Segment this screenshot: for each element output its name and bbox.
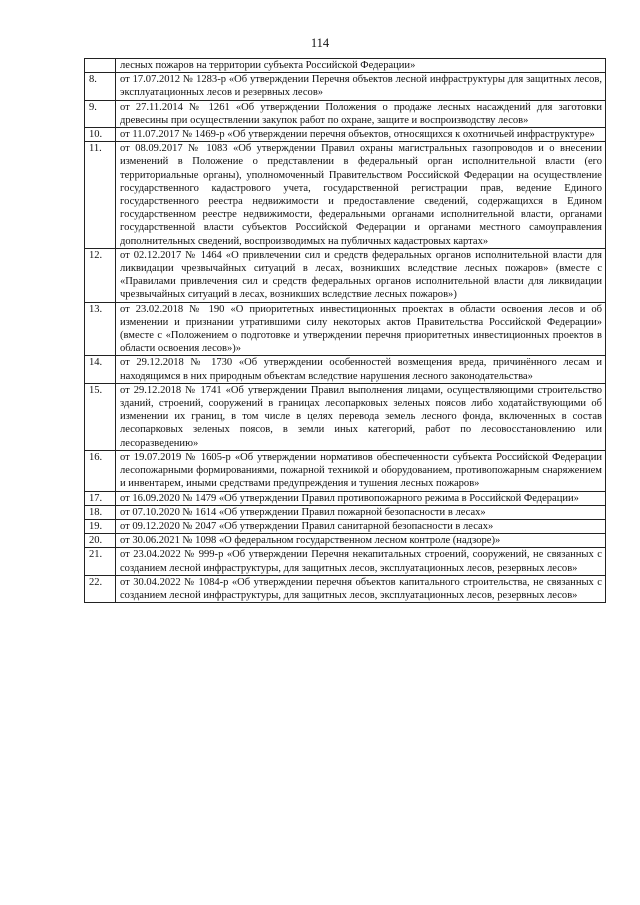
table-row xyxy=(85,505,606,519)
row-text: от 19.07.2019 № 1605-р «Об утверждении нормативов обеспеченности субъекта Российской Федерации лесопожарными формированиями, пожарной техникой и оборудованием, противопожарным снаряжением и инвентарем, иными средствами предупреждения и тушения лесных пожаров» xyxy=(116,450,606,491)
table-row xyxy=(85,548,606,575)
row-number: 16. xyxy=(85,450,116,491)
row-number: 14. xyxy=(85,356,116,383)
row-number: 22. xyxy=(85,575,116,602)
row-number: 11. xyxy=(85,142,116,249)
row-number: 15. xyxy=(85,383,116,450)
table-row xyxy=(85,142,606,249)
table-row xyxy=(85,534,606,548)
table-row xyxy=(85,356,606,383)
row-number: 21. xyxy=(85,548,116,575)
row-number: 19. xyxy=(85,519,116,533)
row-number: 13. xyxy=(85,302,116,356)
row-number: 10. xyxy=(85,128,116,142)
row-text: от 11.07.2017 № 1469-р «Об утверждении перечня объектов, относящихся к охотничьей инфраструктуре» xyxy=(116,128,606,142)
table-row xyxy=(85,575,606,602)
row-text: от 09.12.2020 № 2047 «Об утверждении Правил санитарной безопасности в лесах» xyxy=(116,519,606,533)
row-text: лесных пожаров на территории субъекта Российской Федерации» xyxy=(116,59,606,73)
table-row xyxy=(85,383,606,450)
table-row xyxy=(85,100,606,127)
row-text: от 29.12.2018 № 1741 «Об утверждении Правил выполнения лицами, осуществляющими строительство зданий, строений, сооружений в границах лесопарковых зеленых поясов либо ходатайствующими об изменении их границ, в том числе в целях перевода земель лесного фонда, включенных в состав лесопарковых зеленых поясов, в земли иных категорий, работ по лесовосстановлению или лесоразведению» xyxy=(116,383,606,450)
table-row-continuation xyxy=(85,59,606,73)
table-row xyxy=(85,73,606,100)
row-number: 20. xyxy=(85,534,116,548)
row-text: от 23.04.2022 № 999-р «Об утверждении Перечня некапитальных строений, сооружений, не связанных с созданием лесной инфраструктуры, для защитных лесов, эксплуатационных лесов, резервных лесов» xyxy=(116,548,606,575)
row-text: от 23.02.2018 № 190 «О приоритетных инвестиционных проектах в области освоения лесов и об изменении и признании утратившими силу некоторых актов Правительства Российской Федерации» (вместе с «Положением о подготовке и утверждении перечня приоритетных инвестиционных проектов в области освоения лесов»)» xyxy=(116,302,606,356)
row-number: 17. xyxy=(85,491,116,505)
row-text: от 27.11.2014 № 1261 «Об утверждении Положения о продаже лесных насаждений для заготовки древесины при осуществлении закупок работ по охране, защите и воспроизводству лесов» xyxy=(116,100,606,127)
row-text: от 07.10.2020 № 1614 «Об утверждении Правил пожарной безопасности в лесах» xyxy=(116,505,606,519)
row-text: от 08.09.2017 № 1083 «Об утверждении Правил охраны магистральных газопроводов и о внесении изменений в Положение о представлении в федеральный орган исполнительной власти (его территориальные органы), уполномоченный Правительством Российской Федерации на осуществление государственного кадастрового учета, государственной регистрации прав, ведение Единого государственного реестра недвижимости и предоставление сведений, содержащихся в Едином государственном реестре недвижимости, федеральными органами исполнительной власти, органами государственной власти субъектов Российской Федерации и органами местного самоуправления дополнительных сведений, воспроизводимых на публичных кадастровых картах» xyxy=(116,142,606,249)
table-row xyxy=(85,302,606,356)
page-number: 114 xyxy=(310,36,330,50)
table-row xyxy=(85,128,606,142)
table-row xyxy=(85,450,606,491)
row-number: 12. xyxy=(85,248,116,302)
table-row xyxy=(85,248,606,302)
row-number: 8. xyxy=(85,73,116,100)
row-text: от 17.07.2012 № 1283-р «Об утверждении Перечня объектов лесной инфраструктуры для защитных лесов, эксплуатационных лесов и резервных лесов» xyxy=(116,73,606,100)
row-text: от 30.06.2021 № 1098 «О федеральном государственном лесном контроле (надзоре)» xyxy=(116,534,606,548)
row-text: от 30.04.2022 № 1084-р «Об утверждении перечня объектов капитального строительства, не связанных с созданием лесной инфраструктуры, для защитных лесов, эксплуатационных лесов, резервных лесов» xyxy=(116,575,606,602)
legal-acts-table xyxy=(84,58,606,603)
row-number: 18. xyxy=(85,505,116,519)
row-text: от 29.12.2018 № 1730 «Об утверждении особенностей возмещения вреда, причинённого лесам и находящимся в них природным объектам вследствие нарушения лесного законодательства» xyxy=(116,356,606,383)
table-row xyxy=(85,519,606,533)
row-number-cell xyxy=(85,59,116,73)
row-text: от 16.09.2020 № 1479 «Об утверждении Правил противопожарного режима в Российской Федерации» xyxy=(116,491,606,505)
table-row xyxy=(85,491,606,505)
row-number: 9. xyxy=(85,100,116,127)
row-text: от 02.12.2017 № 1464 «О привлечении сил и средств федеральных органов исполнительной власти для ликвидации чрезвычайных ситуаций в лесах, возникших вследствие лесных пожаров» (вместе с «Правилами привлечения сил и средств федеральных органов исполнительной власти для ликвидации чрезвычайных ситуаций в лесах, возникших вследствие лесных пожаров») xyxy=(116,248,606,302)
